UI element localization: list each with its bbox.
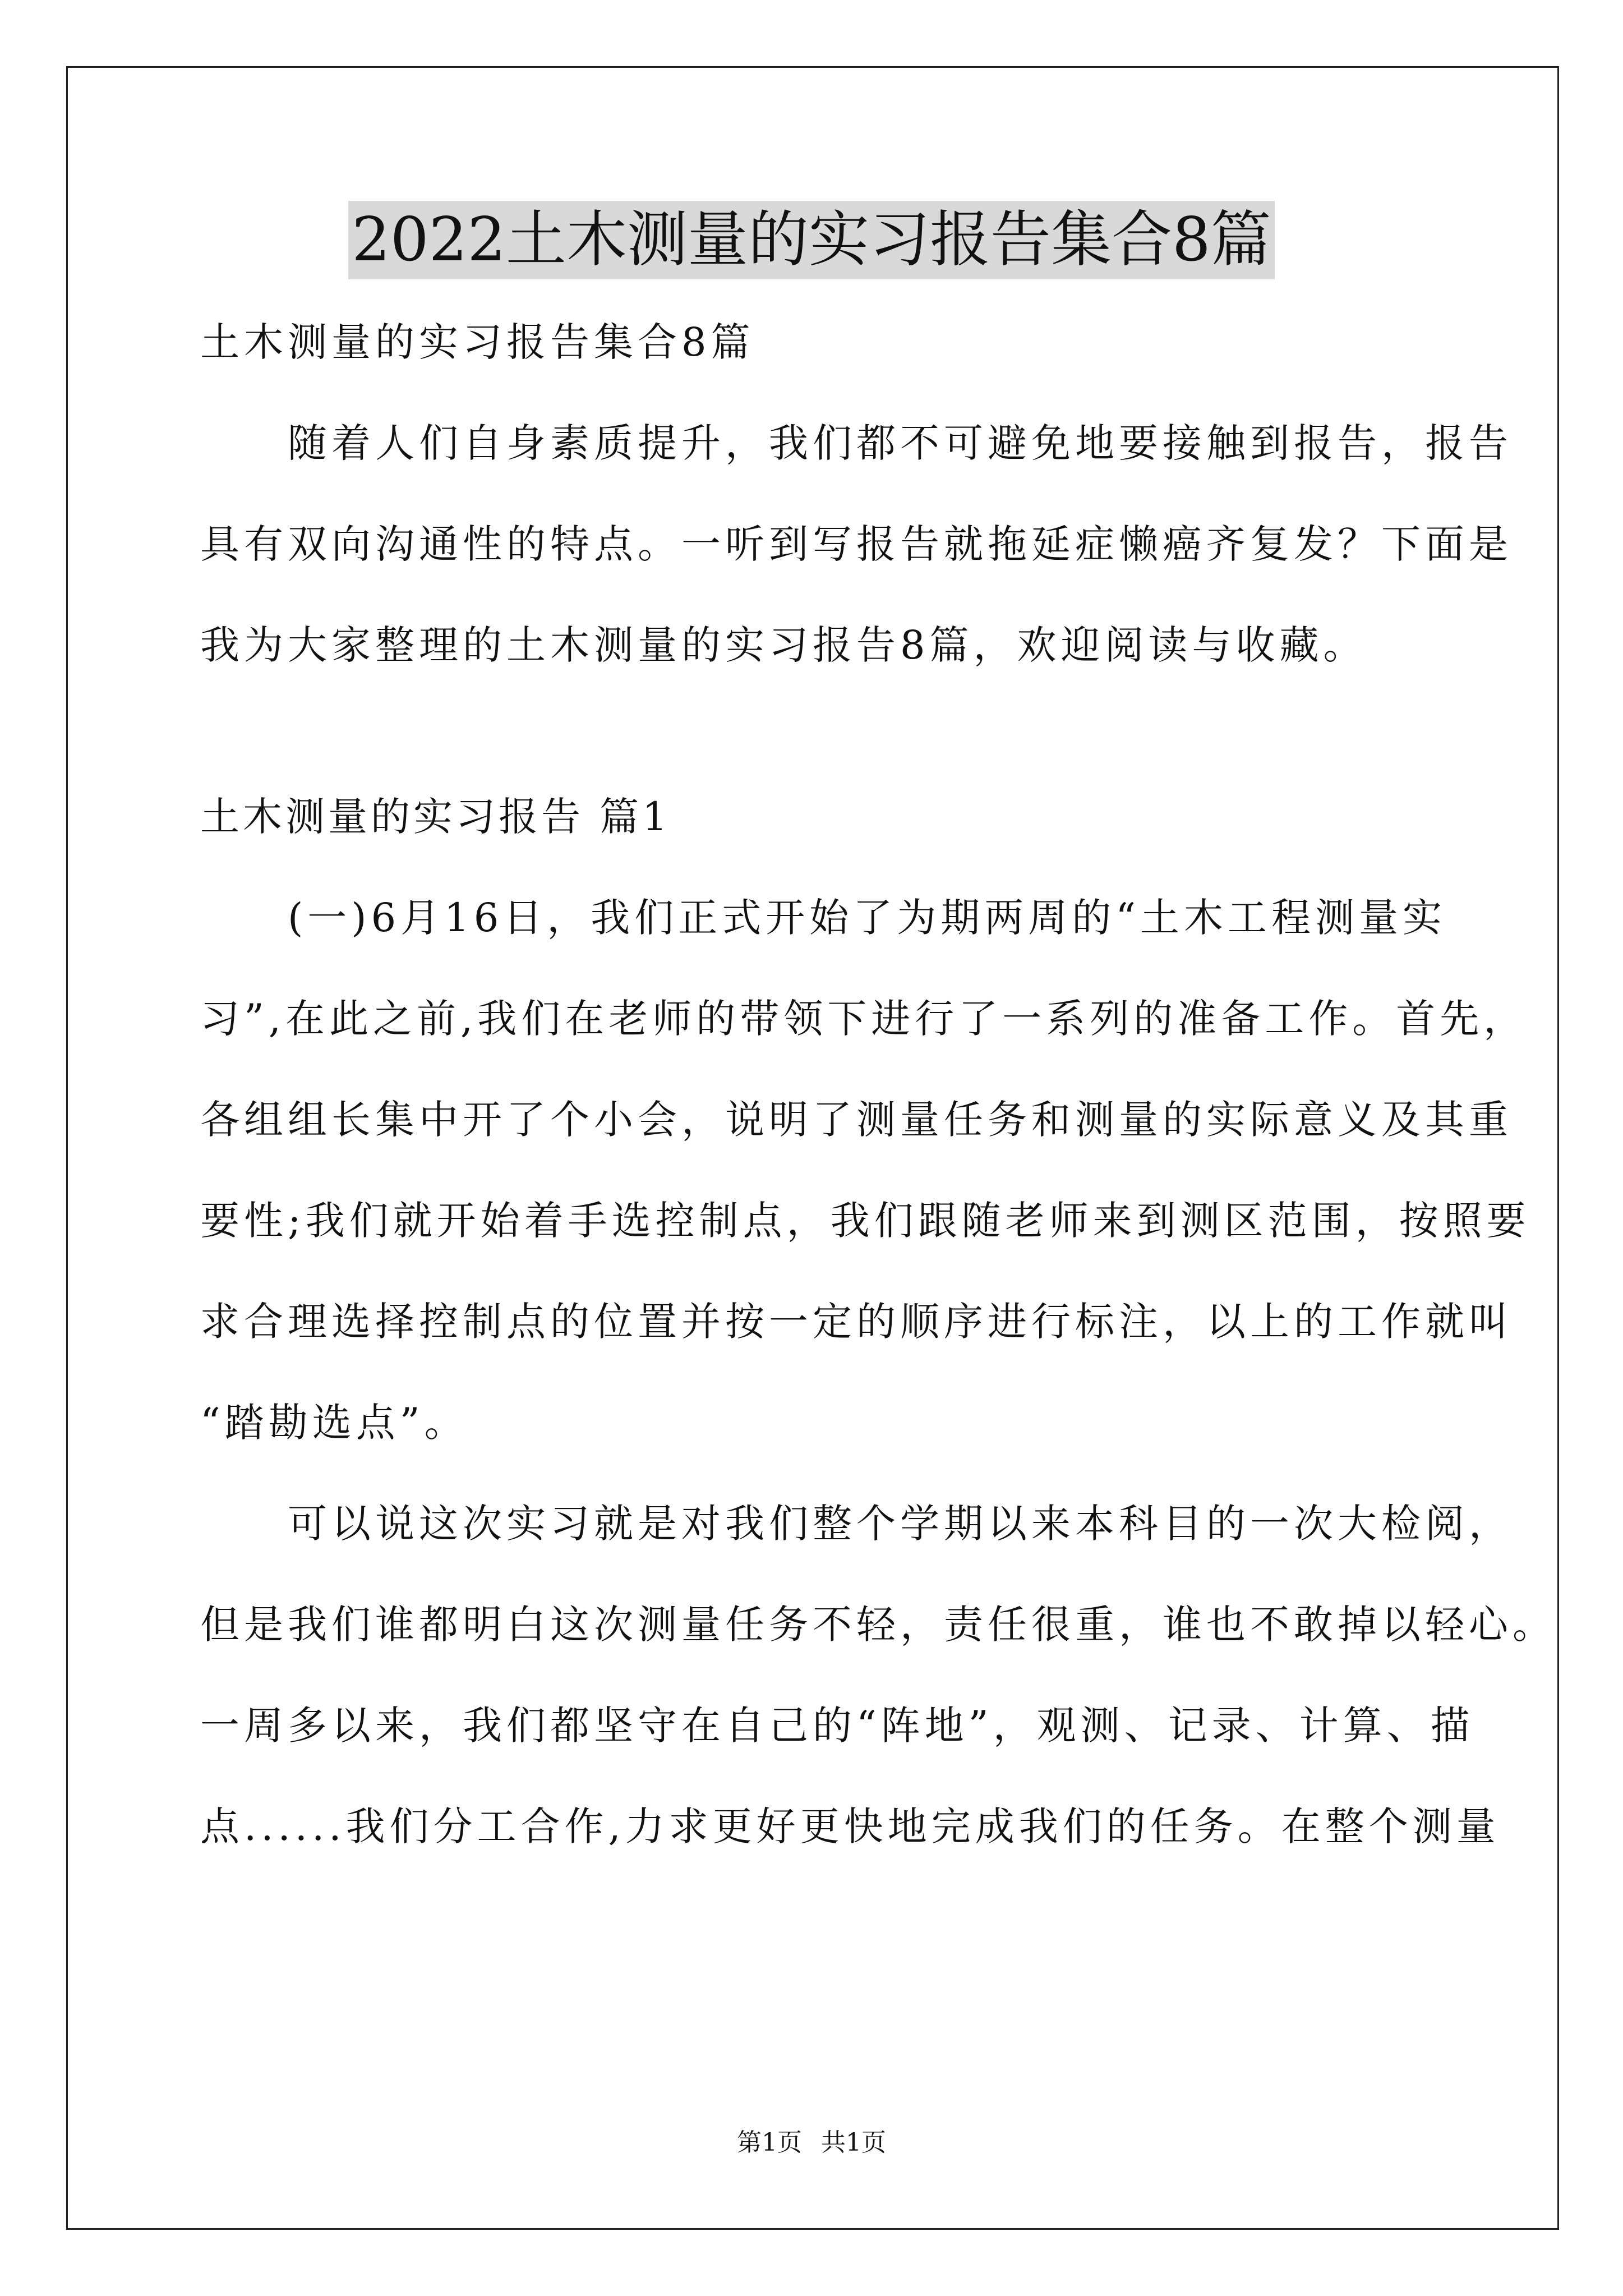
title-container (0, 201, 1623, 279)
paragraph-line: 但是我们谁都明白这次测量任务不轻，责任很重，谁也不敢掉以轻心。 (200, 1602, 1556, 1648)
paragraph-line: 点......我们分工合作,力求更好更快地完成我们的任务。在整个测量 (200, 1803, 1500, 1849)
page-footer (0, 2126, 1623, 2160)
intro-line: 随着人们自身素质提升，我们都不可避免地要接触到报告，报告 (200, 420, 1513, 466)
page-number: 第1页 (737, 2128, 802, 2157)
paragraph-line: 一周多以来，我们都坚守在自己的“阵地”，观测、记录、计算、描 (200, 1703, 1474, 1749)
paragraph-2 (200, 1496, 1556, 1855)
intro-line: 我为大家整理的土木测量的实习报告8篇，欢迎阅读与收藏。 (200, 622, 1367, 668)
intro-line: 具有双向沟通性的特点。一听到写报告就拖延症懒癌齐复发？下面是 (200, 521, 1513, 567)
paragraph-line: 各组组长集中开了个小会，说明了测量任务和测量的实际意义及其重 (200, 1097, 1513, 1143)
document-body (200, 314, 1556, 1855)
paragraph-line: 习”,在此之前,我们在老师的带领下进行了一系列的准备工作。首先， (200, 996, 1528, 1042)
paragraph-1 (200, 890, 1530, 1451)
section-title: 土木测量的实习报告 篇1 (200, 794, 671, 840)
paragraph-line: 要性;我们就开始着手选控制点，我们跟随老师来到测区范围，按照要 (200, 1198, 1530, 1244)
paragraph-line: 可以说这次实习就是对我们整个学期以来本科目的一次大检阅， (200, 1501, 1513, 1547)
page-total: 共1页 (821, 2128, 886, 2157)
document-title: 2022土木测量的实习报告集合8篇 (348, 201, 1275, 279)
paragraph-line: “踏勘选点”。 (200, 1400, 468, 1446)
paragraph-line: (一)6月16日，我们正式开始了为期两周的“土木工程测量实 (200, 895, 1447, 941)
paragraph-line: 求合理选择控制点的位置并按一定的顺序进行标注，以上的工作就叫 (200, 1299, 1513, 1345)
intro-paragraph (200, 415, 1513, 673)
document-subtitle: 土木测量的实习报告集合8篇 (200, 319, 755, 365)
